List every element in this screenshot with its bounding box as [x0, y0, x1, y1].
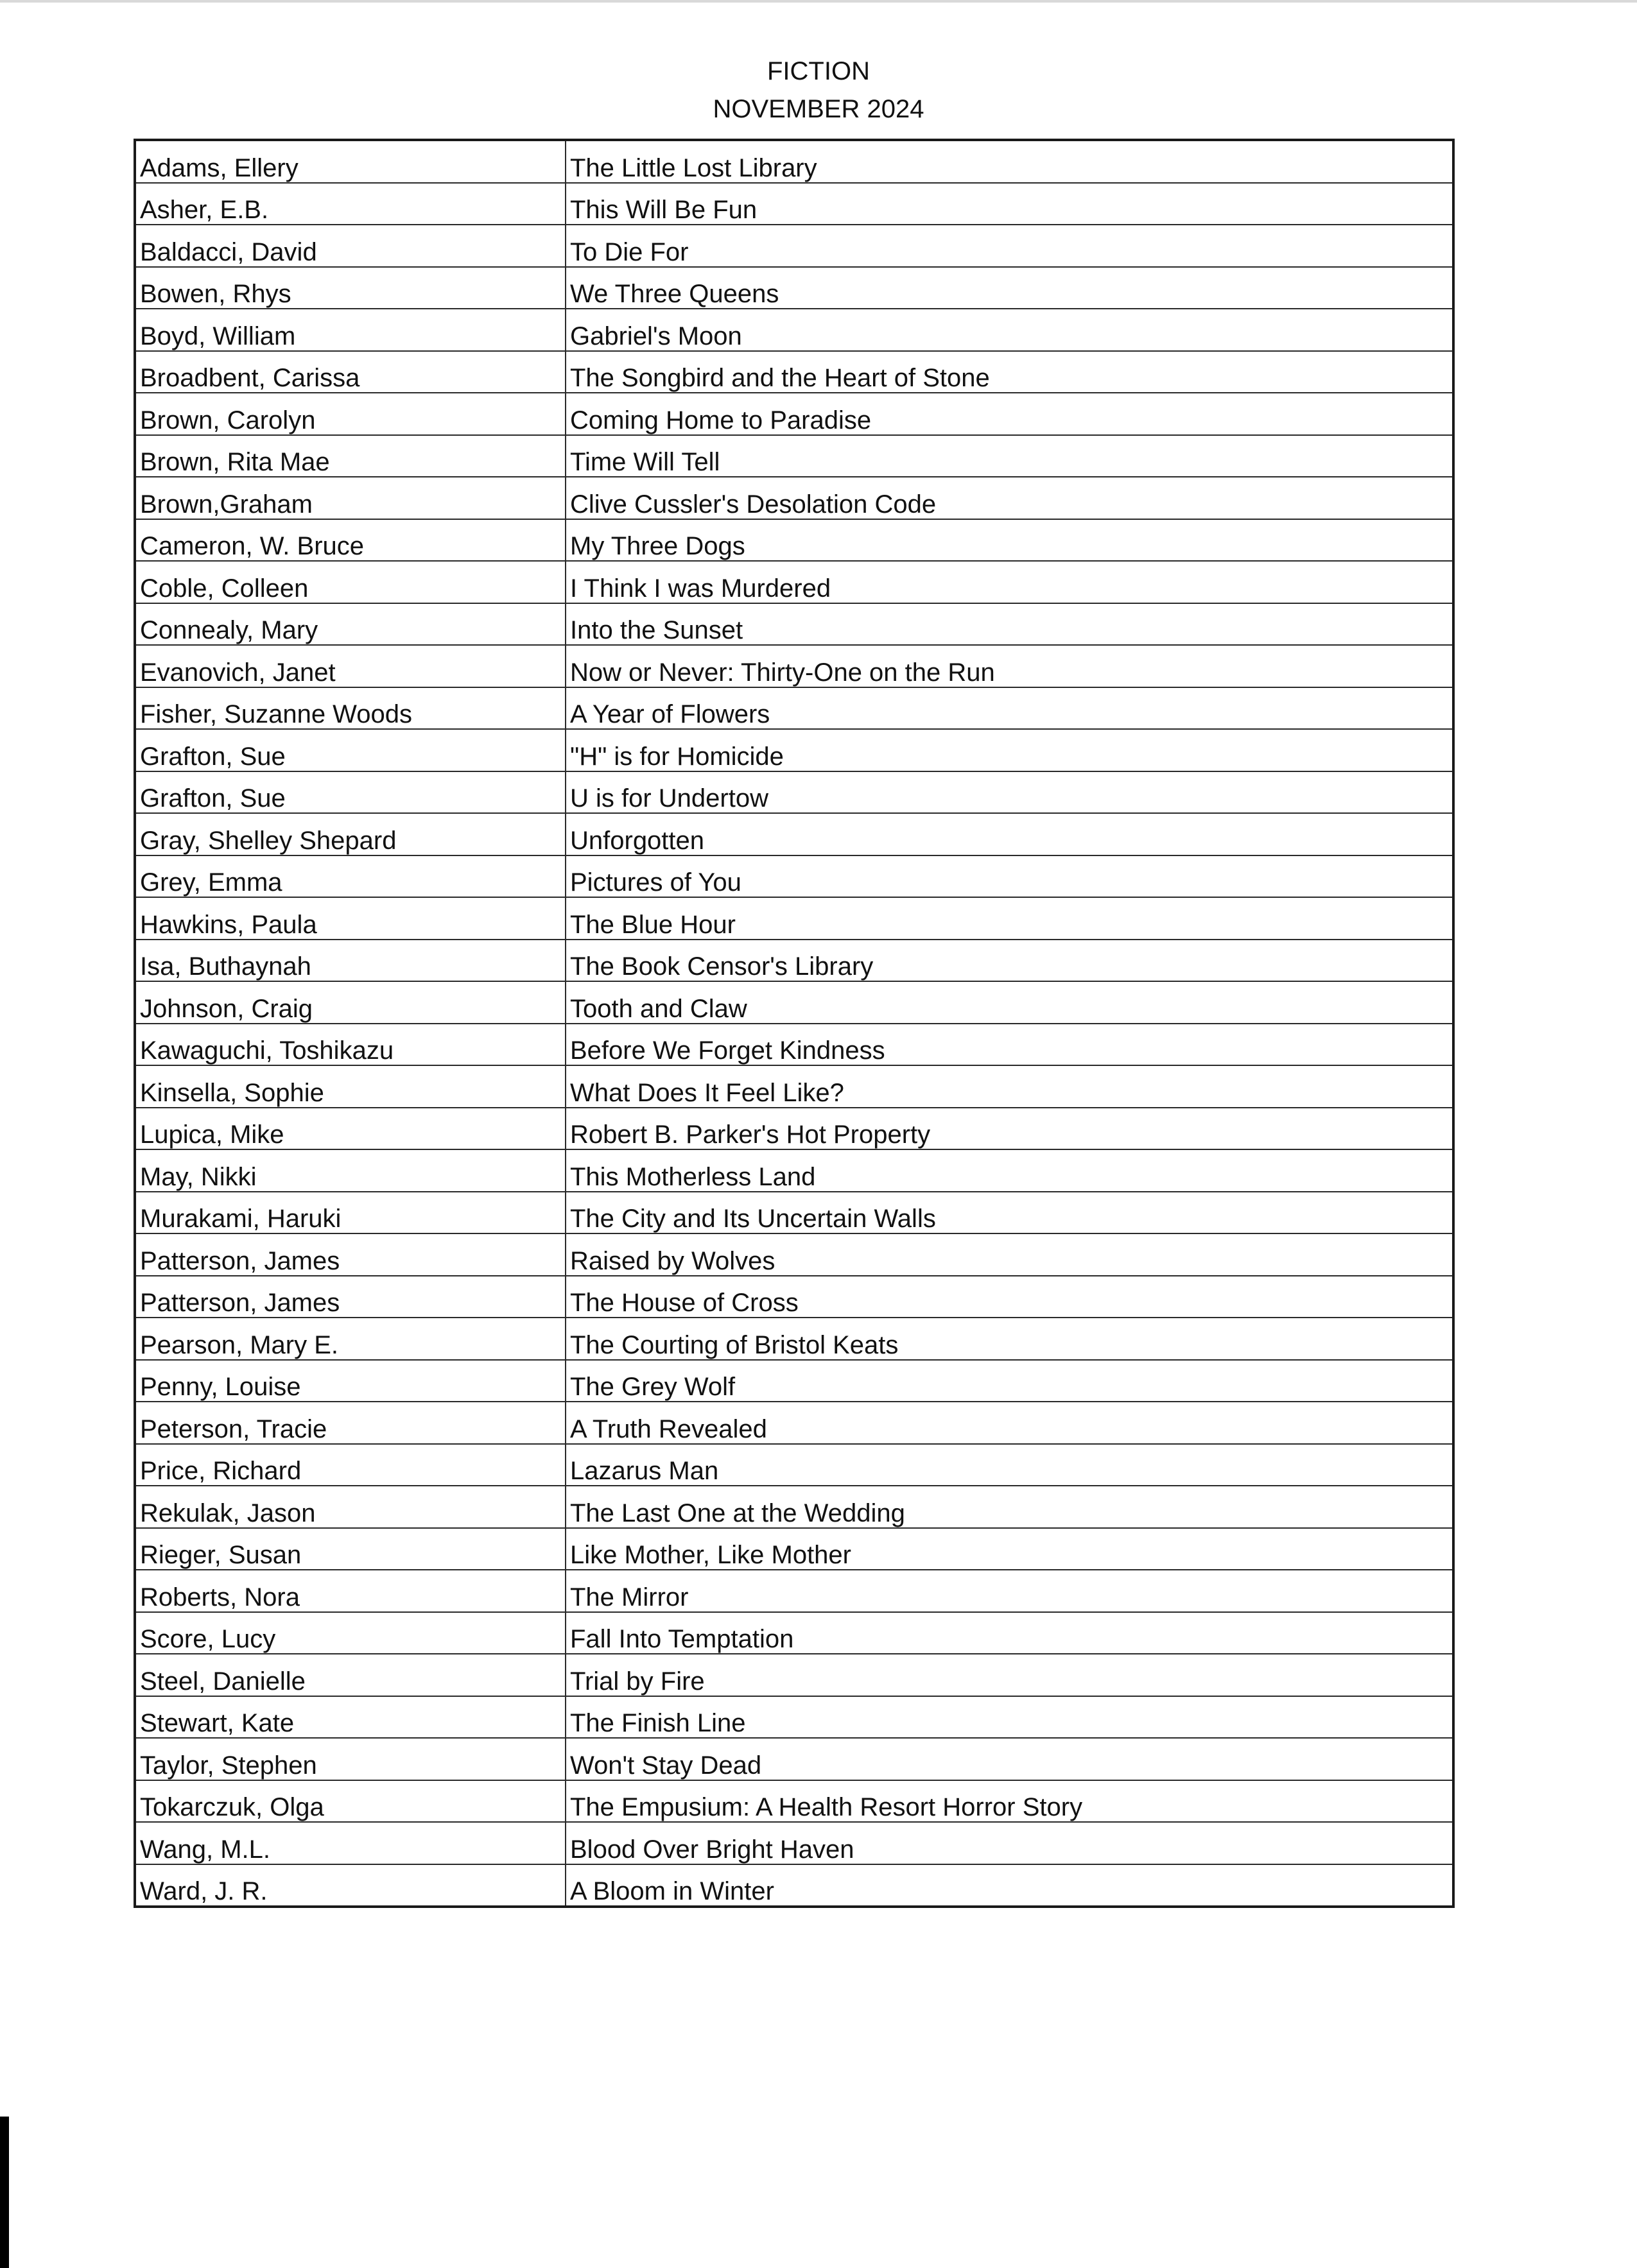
title-cell: A Truth Revealed	[566, 1402, 1453, 1444]
scan-top-edge	[0, 0, 1637, 3]
book-list-body	[135, 140, 1453, 1907]
table-row	[135, 561, 1453, 603]
title-cell: Gabriel's Moon	[566, 309, 1453, 351]
table-row	[135, 393, 1453, 435]
title-cell: Before We Forget Kindness	[566, 1024, 1453, 1066]
title-cell: Coming Home to Paradise	[566, 393, 1453, 435]
table-row	[135, 351, 1453, 393]
author-cell: Steel, Danielle	[135, 1654, 566, 1696]
table-row	[135, 729, 1453, 771]
table-row	[135, 1822, 1453, 1864]
book-list-table	[134, 139, 1455, 1908]
author-cell: Murakami, Haruki	[135, 1192, 566, 1234]
title-cell: Clive Cussler's Desolation Code	[566, 477, 1453, 519]
title-cell: Pictures of You	[566, 855, 1453, 898]
title-cell: To Die For	[566, 225, 1453, 267]
author-cell: Kinsella, Sophie	[135, 1065, 566, 1108]
table-row	[135, 1233, 1453, 1276]
author-cell: Peterson, Tracie	[135, 1402, 566, 1444]
table-row	[135, 1654, 1453, 1696]
author-cell: Price, Richard	[135, 1444, 566, 1486]
author-cell: Tokarczuk, Olga	[135, 1780, 566, 1823]
title-cell: The House of Cross	[566, 1276, 1453, 1318]
table-row	[135, 309, 1453, 351]
table-row	[135, 940, 1453, 982]
author-cell: Cameron, W. Bruce	[135, 519, 566, 562]
table-row	[135, 1486, 1453, 1528]
author-cell: Score, Lucy	[135, 1612, 566, 1654]
table-row	[135, 1738, 1453, 1780]
author-cell: Asher, E.B.	[135, 183, 566, 225]
page-title: FICTION	[767, 57, 870, 85]
table-row	[135, 771, 1453, 814]
title-cell: Raised by Wolves	[566, 1233, 1453, 1276]
author-cell: Baldacci, David	[135, 225, 566, 267]
table-row	[135, 687, 1453, 730]
title-cell: Fall Into Temptation	[566, 1612, 1453, 1654]
author-cell: Evanovich, Janet	[135, 645, 566, 687]
title-cell: I Think I was Murdered	[566, 561, 1453, 603]
author-cell: Lupica, Mike	[135, 1108, 566, 1150]
author-cell: Brown, Carolyn	[135, 393, 566, 435]
author-cell: Broadbent, Carissa	[135, 351, 566, 393]
title-cell: Lazarus Man	[566, 1444, 1453, 1486]
table-row	[135, 981, 1453, 1024]
table-row	[135, 1528, 1453, 1570]
title-cell: The Finish Line	[566, 1696, 1453, 1739]
author-cell: Grafton, Sue	[135, 729, 566, 771]
table-row	[135, 1192, 1453, 1234]
title-cell: The Songbird and the Heart of Stone	[566, 351, 1453, 393]
page-subtitle: NOVEMBER 2024	[713, 95, 924, 123]
author-cell: Connealy, Mary	[135, 603, 566, 646]
table-row	[135, 1696, 1453, 1739]
author-cell: Rieger, Susan	[135, 1528, 566, 1570]
title-cell: Now or Never: Thirty-One on the Run	[566, 645, 1453, 687]
title-cell: Unforgotten	[566, 813, 1453, 855]
table-row	[135, 1024, 1453, 1066]
title-cell: We Three Queens	[566, 267, 1453, 309]
table-row	[135, 855, 1453, 898]
scan-edge-mark	[0, 2117, 9, 2268]
table-row	[135, 1402, 1453, 1444]
table-row	[135, 1360, 1453, 1402]
table-row	[135, 183, 1453, 225]
title-cell: Into the Sunset	[566, 603, 1453, 646]
author-cell: Adams, Ellery	[135, 140, 566, 183]
author-cell: Stewart, Kate	[135, 1696, 566, 1739]
title-cell: The City and Its Uncertain Walls	[566, 1192, 1453, 1234]
author-cell: Rekulak, Jason	[135, 1486, 566, 1528]
table-row	[135, 225, 1453, 267]
title-cell: Tooth and Claw	[566, 981, 1453, 1024]
table-row	[135, 1612, 1453, 1654]
table-row	[135, 645, 1453, 687]
title-cell: The Blue Hour	[566, 897, 1453, 940]
table-row	[135, 435, 1453, 477]
table-row	[135, 1108, 1453, 1150]
title-cell: The Grey Wolf	[566, 1360, 1453, 1402]
title-cell: A Year of Flowers	[566, 687, 1453, 730]
table-row	[135, 1276, 1453, 1318]
table-row	[135, 519, 1453, 562]
table-row	[135, 477, 1453, 519]
author-cell: Roberts, Nora	[135, 1570, 566, 1612]
title-cell: The Book Censor's Library	[566, 940, 1453, 982]
table-row	[135, 603, 1453, 646]
table-row	[135, 1570, 1453, 1612]
table-row	[135, 1318, 1453, 1360]
author-cell: Pearson, Mary E.	[135, 1318, 566, 1360]
table-row	[135, 1864, 1453, 1907]
title-cell: The Last One at the Wedding	[566, 1486, 1453, 1528]
author-cell: Bowen, Rhys	[135, 267, 566, 309]
author-cell: Johnson, Craig	[135, 981, 566, 1024]
title-cell: My Three Dogs	[566, 519, 1453, 562]
table-row	[135, 140, 1453, 183]
table-row	[135, 1444, 1453, 1486]
table-row	[135, 267, 1453, 309]
title-cell: "H" is for Homicide	[566, 729, 1453, 771]
title-cell: Like Mother, Like Mother	[566, 1528, 1453, 1570]
title-cell: The Mirror	[566, 1570, 1453, 1612]
title-cell: A Bloom in Winter	[566, 1864, 1453, 1907]
author-cell: Fisher, Suzanne Woods	[135, 687, 566, 730]
title-cell: The Courting of Bristol Keats	[566, 1318, 1453, 1360]
author-cell: Grafton, Sue	[135, 771, 566, 814]
title-cell: Won't Stay Dead	[566, 1738, 1453, 1780]
title-cell: This Will Be Fun	[566, 183, 1453, 225]
title-cell: Robert B. Parker's Hot Property	[566, 1108, 1453, 1150]
table-row	[135, 1149, 1453, 1192]
title-cell: Trial by Fire	[566, 1654, 1453, 1696]
author-cell: Brown, Rita Mae	[135, 435, 566, 477]
title-cell: U is for Undertow	[566, 771, 1453, 814]
table-row	[135, 813, 1453, 855]
title-cell: The Little Lost Library	[566, 140, 1453, 183]
author-cell: Taylor, Stephen	[135, 1738, 566, 1780]
author-cell: Ward, J. R.	[135, 1864, 566, 1907]
title-cell: Blood Over Bright Haven	[566, 1822, 1453, 1864]
table-row	[135, 897, 1453, 940]
table-row	[135, 1065, 1453, 1108]
author-cell: Patterson, James	[135, 1233, 566, 1276]
author-cell: Grey, Emma	[135, 855, 566, 898]
author-cell: Brown,Graham	[135, 477, 566, 519]
title-cell: The Empusium: A Health Resort Horror Story	[566, 1780, 1453, 1823]
author-cell: Kawaguchi, Toshikazu	[135, 1024, 566, 1066]
author-cell: Boyd, William	[135, 309, 566, 351]
table-row	[135, 1780, 1453, 1823]
author-cell: Wang, M.L.	[135, 1822, 566, 1864]
author-cell: Patterson, James	[135, 1276, 566, 1318]
author-cell: Hawkins, Paula	[135, 897, 566, 940]
author-cell: Isa, Buthaynah	[135, 940, 566, 982]
title-cell: Time Will Tell	[566, 435, 1453, 477]
author-cell: Coble, Colleen	[135, 561, 566, 603]
author-cell: Penny, Louise	[135, 1360, 566, 1402]
title-cell: What Does It Feel Like?	[566, 1065, 1453, 1108]
author-cell: May, Nikki	[135, 1149, 566, 1192]
author-cell: Gray, Shelley Shepard	[135, 813, 566, 855]
title-cell: This Motherless Land	[566, 1149, 1453, 1192]
